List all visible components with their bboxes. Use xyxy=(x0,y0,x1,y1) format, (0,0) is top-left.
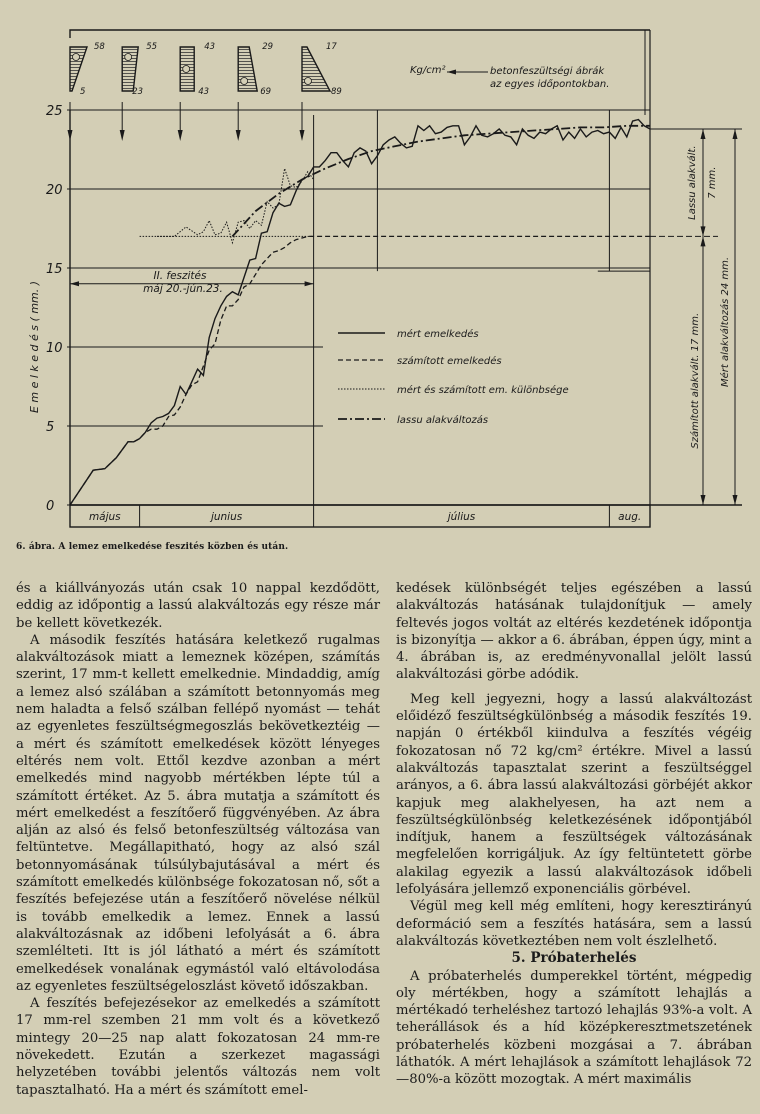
arrowhead xyxy=(701,236,706,246)
figure-6-chart xyxy=(0,0,760,530)
arrowhead xyxy=(120,130,125,141)
paragraph: Meg kell jegyezni, hogy a lassú alakváltozást előidéző feszültségkülönbség a második feszítés 19. napján 0 értékből kiindulva a feszítés végéig fokozatosan nő 72 kg/cm² értékre. Mivel a lassú alakváltozás tapasztalat szerint a feszültséggel arányos, a 6. ábra lassú alakváltozási görbéjét akkor kapjuk meg alakhelyesen, ha azt nem a feszültségkülönbség keletkezésének időpontjából indítjuk, hanem a feszültségek változásának megfelelően korrigáljuk. Az így feltüntetett görbe alakilag egyezik a lassú alakváltozások időbeli lefolyására jellemző exponenciális görbével. xyxy=(396,691,752,898)
stress-note-line1: betonfeszültségi ábrák xyxy=(490,66,605,77)
arrowhead xyxy=(701,495,706,505)
stress-top-value: 29 xyxy=(262,42,274,52)
arrowhead xyxy=(305,281,314,286)
series-line-1 xyxy=(70,120,650,506)
stress-diagram-marker xyxy=(183,66,190,73)
arrowhead xyxy=(70,281,79,286)
stress-top-value: 17 xyxy=(326,42,337,52)
stress-diagram-shape xyxy=(238,47,257,91)
y-tick-label: 15 xyxy=(46,262,63,277)
arrowhead xyxy=(733,129,738,139)
stress-bottom-value: 89 xyxy=(331,87,342,97)
arrowhead xyxy=(447,70,456,75)
stress-unit-label: Kg/cm² xyxy=(410,65,446,76)
stress-top-value: 43 xyxy=(204,42,216,52)
legend-label: mért és számított em. különbsége xyxy=(397,385,569,396)
stress-diagram-shape xyxy=(70,47,87,91)
legend-label: mért emelkedés xyxy=(397,329,479,340)
paragraph: A próbaterhelés dumperekkel történt, mégpedig oly mértékben, hogy a számított lehajlás a mértékadó terheléshez tartozó lehajlás 93%-a volt. A teherállások és a híd középkeresztmetszetének próbaterhelés közbeni mozgásai a 7. ábrában láthatók. A mért lehajlások a számított lehajlások 72—80%-a között mozogtak. A mért maximális xyxy=(396,968,752,1088)
y-axis-label: E m e l k e d é s ( mm. ) xyxy=(28,280,41,414)
measured-deform-label: Mért alakváltozás 24 mm. xyxy=(720,256,731,387)
slow-deform-value: 7 mm. xyxy=(707,166,718,199)
series-line-4 xyxy=(232,126,650,237)
y-tick-label: 5 xyxy=(46,420,55,435)
arrowhead xyxy=(733,495,738,505)
arrowhead xyxy=(68,130,73,141)
stress-top-value: 55 xyxy=(146,42,158,52)
paragraph: A feszítés befejezésekor az emelkedés a számított 17 mm-rel szemben 21 mm volt és a következő mintegy 20—25 nap alatt fokozatosan 24 mm-re növekedett. Ezután a szerkezet magassági helyzetében további jelentős változás nem volt tapasztalható. Ha a mért és számított emel- xyxy=(16,996,380,1098)
section-title: 5. Próbaterhelés xyxy=(511,950,637,967)
stress-bottom-value: 43 xyxy=(198,87,210,97)
month-label: aug. xyxy=(618,511,642,523)
month-band xyxy=(70,505,650,527)
stress-note-line2: az egyes időpontokban. xyxy=(490,79,610,90)
tension-period-label: II. feszités xyxy=(153,269,207,282)
stress-bottom-value: 5 xyxy=(80,87,86,97)
stress-top-value: 58 xyxy=(94,42,105,52)
paragraph: Végül meg kell még említeni, hogy keresztirányú deformáció sem a feszítés hatására, sem a lassú alakváltozás következtében nem volt észlelhető. xyxy=(396,899,752,949)
stress-diagram-marker xyxy=(73,54,80,61)
y-tick-label: 25 xyxy=(46,104,63,119)
arrowhead xyxy=(701,129,706,139)
calc-deform-label: Számított alakvált. 17 mm. xyxy=(690,312,701,449)
stress-bottom-value: 69 xyxy=(260,87,272,97)
y-tick-label: 10 xyxy=(46,341,63,356)
paragraph: kedések különbségét teljes egészében a lassú alakváltozás hatásának tulajdonítjuk — amely feltevés jogos voltát az eltérés kezdetének időpontja is bizonyítja — akkor a 6. ábrában, éppen úgy, mint a 4. ábrában is, az eredményvonallal jelölt lassú alakváltozási görbe adódik. xyxy=(396,581,752,683)
y-tick-label: 20 xyxy=(46,183,63,198)
figure-caption: 6. ábra. A lemez emelkedése feszités közben és után. xyxy=(16,542,289,552)
stress-diagram-marker xyxy=(305,78,312,85)
month-label: május xyxy=(88,511,121,523)
stress-diagram-marker xyxy=(241,78,248,85)
slow-deform-label: Lassu alakvált. xyxy=(687,145,698,220)
arrowhead xyxy=(178,130,183,141)
text-column-left xyxy=(16,580,380,1099)
arrowhead xyxy=(701,226,706,236)
text-column-right xyxy=(396,580,752,1089)
tension-period-dates: máj 20.-jún.23. xyxy=(143,282,223,295)
arrowhead xyxy=(300,130,305,141)
paragraph: és a kiállványozás után csak 10 nappal kezdődött, eddig az időpontig a lassú alakváltozás egy része már be kellett következék. xyxy=(16,581,380,631)
paragraph: A második feszítés hatására keletkező rugalmas alakváltozások miatt a lemeznek középen, számítás szerint, 17 mm-t kellett emelkednie. Mindaddig, amíg a lemez alsó szálában a számított betonnyomás meg nem haladta a felső szálban fellépő nyomást — tehát az egyenletes feszültségmegoszlás bekövetkeztéig — a mért és számított emelkedések között lényeges eltérés nem volt. Ettől kezdve azonban a mért emelkedés mind nagyobb mértékben lépte túl a számított értéket. Az 5. ábra mutatja a számított és mért emelkedést a feszítőerő függvényében. Az ábra alján az alsó és felső betonfeszültség változása van feltüntetve. Megállapitható, hogy az alsó szál betonnyomásának túlsúlybajutásával a mért és számított emelkedés különbsége fokozatosan nő, sőt a feszítés befejezése után a feszítőerő növelése nélkül is tovább emelkedik a lemez. Ennek a lassú alakváltozásnak az időbeni lefolyását a 6. ábra szemlélteti. Itt is jól látható a mért és számított emelkedések vonalának egymástól való eltávolodása az egyenletes feszültségeloszlást követő időszakban. xyxy=(16,632,380,994)
month-label: junius xyxy=(210,511,243,523)
stress-bottom-value: 23 xyxy=(132,87,144,97)
legend-label: lassu alakváltozás xyxy=(397,415,489,426)
y-tick-label: 0 xyxy=(46,499,55,514)
top-frame-line xyxy=(70,30,650,38)
stress-diagram-marker xyxy=(125,54,132,61)
month-label: július xyxy=(447,511,476,523)
arrowhead xyxy=(236,130,241,141)
legend-label: számított emelkedés xyxy=(397,356,502,367)
stress-diagram-shape xyxy=(122,47,138,91)
